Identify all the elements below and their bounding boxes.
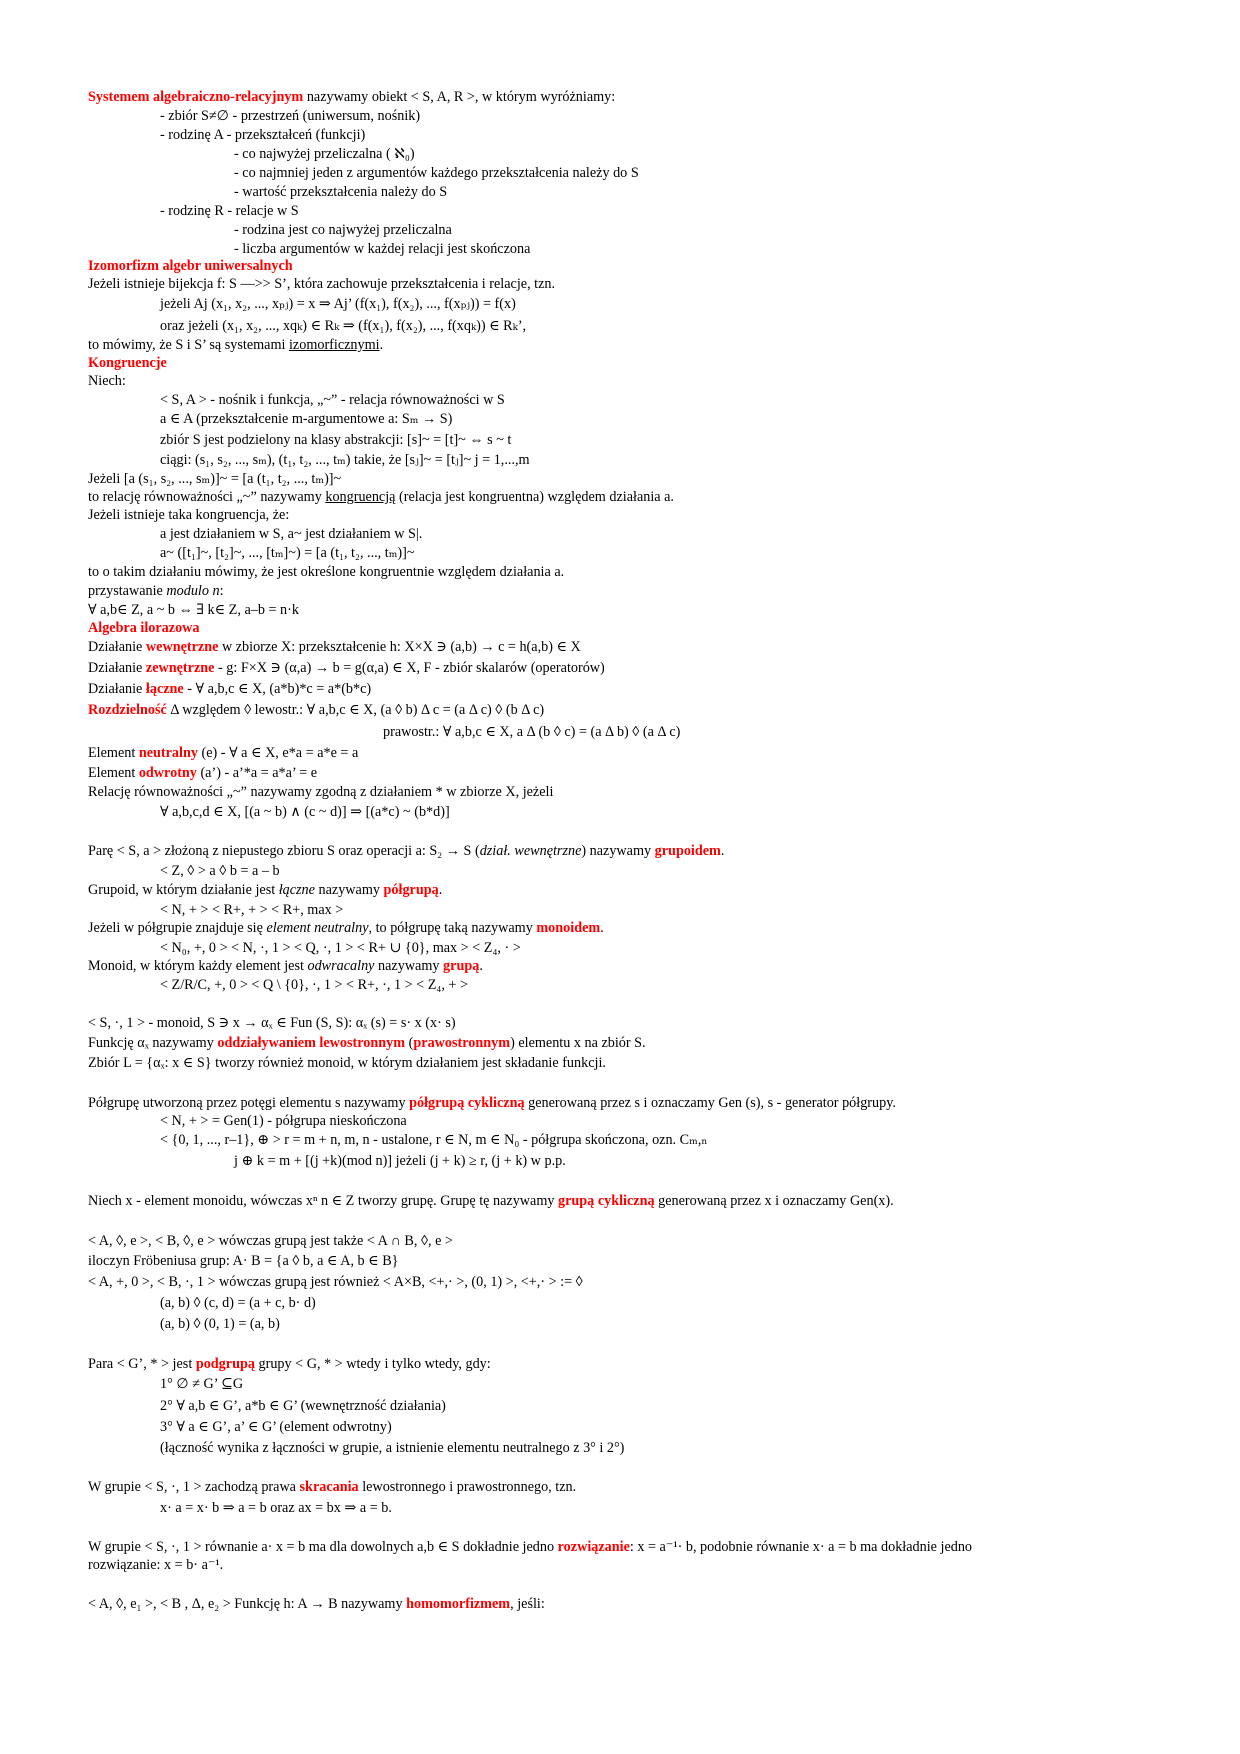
text-run: - g: F×X ∋ (α,a) → b = g(α,a) ∈ X, F - zbiór skalarów (operatorów) <box>214 660 605 676</box>
text-line <box>160 411 452 428</box>
text-line <box>88 337 383 354</box>
text-run: Relację równoważności „~” nazywamy zgodną z działaniem * w zbiorze X, jeżeli <box>88 784 554 800</box>
text-run: to mówimy, że S i S’ są systemami <box>88 337 289 353</box>
text-line <box>160 804 450 821</box>
text-line <box>88 1055 606 1072</box>
text-line <box>88 639 581 656</box>
text-line <box>88 1479 576 1496</box>
text-run: 2° ∀ a,b ∈ G’, a*b ∈ G’ (wewnętrzność działania) <box>160 1398 446 1414</box>
text-line <box>160 108 420 125</box>
text-line <box>160 452 530 469</box>
text-run: nazywamy obiekt < S, A, R >, w którym wyróżniamy: <box>303 89 616 105</box>
highlighted-term: oddziaływaniem lewostronnym <box>217 1035 406 1051</box>
italic-term: łączne <box>278 882 315 898</box>
text-line <box>234 241 530 258</box>
text-run: : x = a⁻¹· b, podobnie równanie x· a = b ma dokładnie jedno <box>629 1539 973 1555</box>
text-line <box>88 489 674 506</box>
text-run: - liczba argumentów w każdej relacji jest skończona <box>234 241 531 257</box>
text-run: - zbiór S≠∅ - przestrzeń (uniwersum, nośnik) <box>160 108 421 124</box>
text-run: zbiór S jest podzielony na klasy abstrakcji: [s]~ = [t]~ ⇔ s ~ t <box>160 432 512 448</box>
text-run: (a, b) ◊ (c, d) = (a + c, b· d) <box>160 1295 316 1311</box>
text-line <box>88 373 126 390</box>
text-line <box>88 1193 894 1210</box>
text-line <box>160 1398 446 1415</box>
text-line <box>160 432 511 449</box>
text-line <box>234 184 447 201</box>
text-run: a ∈ A (przekształcenie m-argumentowe a: Sₘ → S) <box>160 411 453 427</box>
text-line <box>88 1539 972 1556</box>
text-line <box>160 296 516 313</box>
text-line <box>88 1596 545 1613</box>
highlighted-term: Rozdzielność <box>88 702 167 718</box>
text-run: Grupoid, w którym działanie jest <box>88 882 279 898</box>
text-line <box>160 1440 624 1457</box>
text-run: ∀ a,b∈ Z, a ~ b ⇔ ∃ k∈ Z, a–b = n·k <box>88 602 299 618</box>
text-run: rozwiązanie: x = b· a⁻¹. <box>88 1557 224 1573</box>
text-run: j ⊕ k = m + [(j +k)(mod n)] jeżeli (j + k) ≥ r, (j + k) w p.p. <box>234 1153 566 1169</box>
text-line <box>160 940 521 957</box>
text-run: < N₀, +, 0 > < N, ·, 1 > < Q, ·, 1 > < R+ ∪ {0}, max > < Z₄, · > <box>160 940 521 956</box>
highlighted-term: zewnętrzne <box>145 660 215 676</box>
text-line <box>160 977 468 994</box>
text-line <box>88 882 442 899</box>
highlighted-term: Izomorfizm algebr uniwersalnych <box>88 258 293 274</box>
text-line <box>160 545 415 562</box>
text-run: a jest działaniem w S, a~ jest działaniem w S|. <box>160 526 423 542</box>
text-run: a~ ([t₁]~, [t₂]~, ..., [tₘ]~) = [a (t₁, t₂, ..., tₘ)]~ <box>160 545 415 561</box>
highlighted-term: prawostronnym <box>413 1035 511 1051</box>
highlighted-term: skracania <box>299 1479 359 1495</box>
text-run: < Z/R/C, +, 0 > < Q \ {0}, ·, 1 > < R+, ·, 1 > < Z₄, + > <box>160 977 468 993</box>
text-run: Jeżeli [a (s₁, s₂, ..., sₘ)]~ = [a (t₁, t₂, ..., tₘ)]~ <box>88 471 342 487</box>
text-run: , to półgrupę taką nazywamy <box>368 920 537 936</box>
text-run: Półgrupę utworzoną przez potęgi elementu s nazywamy <box>88 1095 410 1111</box>
text-line <box>160 863 280 880</box>
text-line <box>88 1274 583 1291</box>
text-run: Parę < S, a > złożoną z niepustego zbioru S oraz operacji a: S₂ → S ( <box>88 843 480 859</box>
text-line <box>88 958 483 975</box>
text-run: 1° ∅ ≠ G’ ⊆G <box>160 1376 244 1392</box>
text-run: Zbiór L = {αₓ: x ∈ S} tworzy również monoid, w którym działaniem jest składanie funkcji. <box>88 1055 606 1071</box>
text-line <box>234 165 639 182</box>
highlighted-term: homomorfizmem <box>406 1596 511 1612</box>
highlighted-term: łączne <box>145 681 184 697</box>
text-run: oraz jeżeli (x₁, x₂, ..., xqₖ) ∈ Rₖ ⇒ (f(x₁), f(x₂), ..., f(xqₖ)) ∈ Rₖ’, <box>160 318 527 334</box>
text-run: Element <box>88 765 139 781</box>
text-run: < A, +, 0 >, < B, ·, 1 > wówczas grupą jest również < A×B, <+,· >, (0, 1) >, <+,· > := ◊ <box>88 1274 583 1290</box>
text-run: generowaną przez s i oznaczamy Gen (s), s - generator półgrupy. <box>524 1095 896 1111</box>
highlighted-term: neutralny <box>138 745 198 761</box>
text-line <box>88 920 604 937</box>
section-heading <box>88 355 167 372</box>
text-line <box>88 702 544 719</box>
text-run: < S, ·, 1 > - monoid, S ∋ x → αₓ ∈ Fun (S, S): αₓ (s) = s· x (x· s) <box>88 1015 456 1031</box>
text-run: Monoid, w którym każdy element jest <box>88 958 308 974</box>
text-line <box>160 1132 708 1149</box>
text-line <box>88 602 299 619</box>
text-line <box>160 1113 407 1130</box>
text-line <box>88 564 564 581</box>
text-run: nazywamy <box>314 882 384 898</box>
text-run: w zbiorze X: przekształcenie h: X×X ∋ (a,b) → c = h(a,b) ∈ X <box>218 639 581 655</box>
text-run: (łączność wynika z łączności w grupie, a istnienie elementu neutralnego z 3° i 2°) <box>160 1440 625 1456</box>
highlighted-term: grupą <box>443 958 480 974</box>
highlighted-term: monoidem <box>536 920 601 936</box>
highlighted-term: Algebra ilorazowa <box>88 620 200 636</box>
text-run: ) elementu x na zbiór S. <box>510 1035 646 1051</box>
text-line <box>88 1095 896 1112</box>
text-run: jeżeli Aj (x₁, x₂, ..., xₚⱼ) = x ⇒ Aj’ (f(x₁), f(x₂), ..., f(xₚⱼ)) = f(x) <box>160 296 516 312</box>
text-line <box>88 276 555 293</box>
text-run: ∀ a,b,c,d ∈ X, [(a ~ b) ∧ (c ~ d)] ⇒ [(a*c) ~ (b*d)] <box>160 804 450 820</box>
text-line <box>88 1233 453 1250</box>
highlighted-term: rozwiązanie <box>557 1539 630 1555</box>
text-line <box>160 1376 243 1393</box>
text-run: Działanie <box>88 681 146 697</box>
text-run: prawostr.: ∀ a,b,c ∈ X, a Δ (b ◊ c) = (a Δ b) ◊ (a Δ c) <box>383 724 681 740</box>
text-run: W grupie < S, ·, 1 > równanie a· x = b ma dla dowolnych a,b ∈ S dokładnie jedno <box>88 1539 558 1555</box>
text-run: ) nazywamy <box>581 843 655 859</box>
text-line <box>88 660 605 677</box>
text-run: . <box>720 843 725 859</box>
text-run: iloczyn Fröbeniusa grup: A· B = {a ◊ b, a ∈ A, b ∈ B} <box>88 1253 399 1269</box>
highlighted-term: grupą cykliczną <box>558 1193 655 1209</box>
underlined-term: kongruencją <box>325 489 396 505</box>
text-run: W grupie < S, ·, 1 > zachodzą prawa <box>88 1479 300 1495</box>
text-run: , jeśli: <box>510 1596 545 1612</box>
text-run: (a’) - a’*a = a*a’ = e <box>196 765 318 781</box>
text-line <box>88 89 615 106</box>
text-run: Niech x - element monoidu, wówczas xⁿ n ∈ Z tworzy grupę. Grupę tę nazywamy <box>88 1193 559 1209</box>
text-line <box>160 318 526 335</box>
text-run: : <box>219 583 224 599</box>
text-line <box>88 583 224 600</box>
highlighted-term: odwrotny <box>138 765 197 781</box>
underlined-term: izomorficznymi <box>288 337 380 353</box>
italic-term: dział. wewnętrzne <box>479 843 582 859</box>
text-line <box>160 1419 392 1436</box>
text-line <box>88 1035 646 1052</box>
text-run: nazywamy <box>374 958 444 974</box>
text-run: Działanie <box>88 660 146 676</box>
text-line <box>88 1557 223 1574</box>
text-run: grupy < G, * > wtedy i tylko wtedy, gdy: <box>254 1356 491 1372</box>
text-run: (a, b) ◊ (0, 1) = (a, b) <box>160 1316 280 1332</box>
text-run: przystawanie <box>88 583 167 599</box>
highlighted-term: półgrupą cykliczną <box>409 1095 525 1111</box>
text-line <box>88 765 317 782</box>
text-run: < A, ◊, e₁ >, < B , Δ, e₂ > Funkcję h: A → B nazywamy <box>88 1596 407 1612</box>
text-line <box>88 784 553 801</box>
text-line <box>160 1295 316 1312</box>
text-run: Δ względem ◊ lewostr.: ∀ a,b,c ∈ X, (a ◊ b) Δ c = (a Δ c) ◊ (b Δ c) <box>166 702 545 718</box>
text-run: < A, ◊, e >, < B, ◊, e > wówczas grupą jest także < A ∩ B, ◊, e > <box>88 1233 453 1249</box>
text-line <box>160 1500 392 1517</box>
text-run: Element <box>88 745 139 761</box>
text-run: 3° ∀ a ∈ G’, a’ ∈ G’ (element odwrotny) <box>160 1419 392 1435</box>
text-line <box>234 146 415 163</box>
text-line <box>88 471 341 488</box>
text-run: . <box>438 882 443 898</box>
text-run: < {0, 1, ..., r–1}, ⊕ > r = m + n, m, n - ustalone, r ∈ N, m ∈ N₀ - półgrupa skończona, ozn. Cₘ,ₙ <box>160 1132 708 1148</box>
highlighted-term: podgrupą <box>195 1356 255 1372</box>
text-line <box>383 724 680 741</box>
text-run: . <box>479 958 483 974</box>
text-run: Funkcję αₓ nazywamy <box>88 1035 218 1051</box>
text-line <box>160 392 505 409</box>
text-line <box>88 681 371 698</box>
text-run: - rodzinę A - przekształceń (funkcji) <box>160 127 366 143</box>
section-heading <box>88 620 200 637</box>
text-line <box>234 222 452 239</box>
highlighted-term: grupoidem <box>654 843 721 859</box>
text-run: < Z, ◊ > a ◊ b = a – b <box>160 863 280 879</box>
text-line <box>88 843 724 860</box>
italic-term: modulo n <box>166 583 220 599</box>
text-run: lewostronnego i prawostronnego, tzn. <box>358 1479 577 1495</box>
section-heading <box>88 258 293 275</box>
text-run: Jeżeli istnieje taka kongruencja, że: <box>88 507 290 523</box>
text-run: ( <box>405 1035 414 1051</box>
text-run: < N, + > = Gen(1) - półgrupa nieskończona <box>160 1113 407 1129</box>
text-run: Działanie <box>88 639 146 655</box>
text-run: < N, + > < R+, + > < R+, max > <box>160 902 344 918</box>
text-run: - rodzinę R - relacje w S <box>160 203 299 219</box>
text-run: Para < G’, * > jest <box>88 1356 196 1372</box>
highlighted-term: wewnętrzne <box>145 639 219 655</box>
text-line <box>88 507 289 524</box>
text-line <box>160 127 365 144</box>
text-line <box>160 203 299 220</box>
text-run: to o takim działaniu mówimy, że jest określone kongruentnie względem działania a. <box>88 564 565 580</box>
text-line <box>88 1015 456 1032</box>
text-run: - co najmniej jeden z argumentów każdego przekształcenia należy do S <box>234 165 639 181</box>
text-line <box>88 745 358 762</box>
text-run: . <box>600 920 604 936</box>
text-run: ciągi: (s₁, s₂, ..., sₘ), (t₁, t₂, ..., tₘ) takie, że [sⱼ]~ = [tⱼ]~ j = 1,...,m <box>160 452 530 468</box>
text-run: - ∀ a,b,c ∈ X, (a*b)*c = a*(b*c) <box>183 681 372 697</box>
text-run: Niech: <box>88 373 126 389</box>
italic-term: element neutralny <box>266 920 369 936</box>
highlighted-term: Kongruencje <box>88 355 167 371</box>
text-run: < S, A > - nośnik i funkcja, „~” - relacja równoważności w S <box>160 392 505 408</box>
highlighted-term: Systemem algebraiczno-relacyjnym <box>88 89 304 105</box>
text-run: - rodzina jest co najwyżej przeliczalna <box>234 222 452 238</box>
text-run: generowaną przez x i oznaczamy Gen(x). <box>654 1193 894 1209</box>
text-line <box>160 526 422 543</box>
text-line <box>160 1316 280 1333</box>
text-run: Jeżeli w półgrupie znajduje się <box>88 920 267 936</box>
highlighted-term: półgrupą <box>383 882 439 898</box>
text-line <box>88 1356 491 1373</box>
text-run: - co najwyżej przeliczalna ( ℵ₀) <box>234 146 415 162</box>
text-run: x· a = x· b ⇒ a = b oraz ax = bx ⇒ a = b. <box>160 1500 392 1516</box>
text-line <box>234 1153 566 1170</box>
text-run: - wartość przekształcenia należy do S <box>234 184 448 200</box>
italic-term: odwracalny <box>307 958 375 974</box>
text-run: . <box>379 337 384 353</box>
text-run: to relację równoważności „~” nazywamy <box>88 489 326 505</box>
text-line <box>160 902 343 919</box>
text-line <box>88 1253 399 1270</box>
text-run: Jeżeli istnieje bijekcja f: S —>> S’, która zachowuje przekształcenia i relacje, tzn. <box>88 276 556 292</box>
text-run: (e) - ∀ a ∈ X, e*a = a*e = a <box>197 745 359 761</box>
text-run: (relacja jest kongruentna) względem działania a. <box>395 489 674 505</box>
